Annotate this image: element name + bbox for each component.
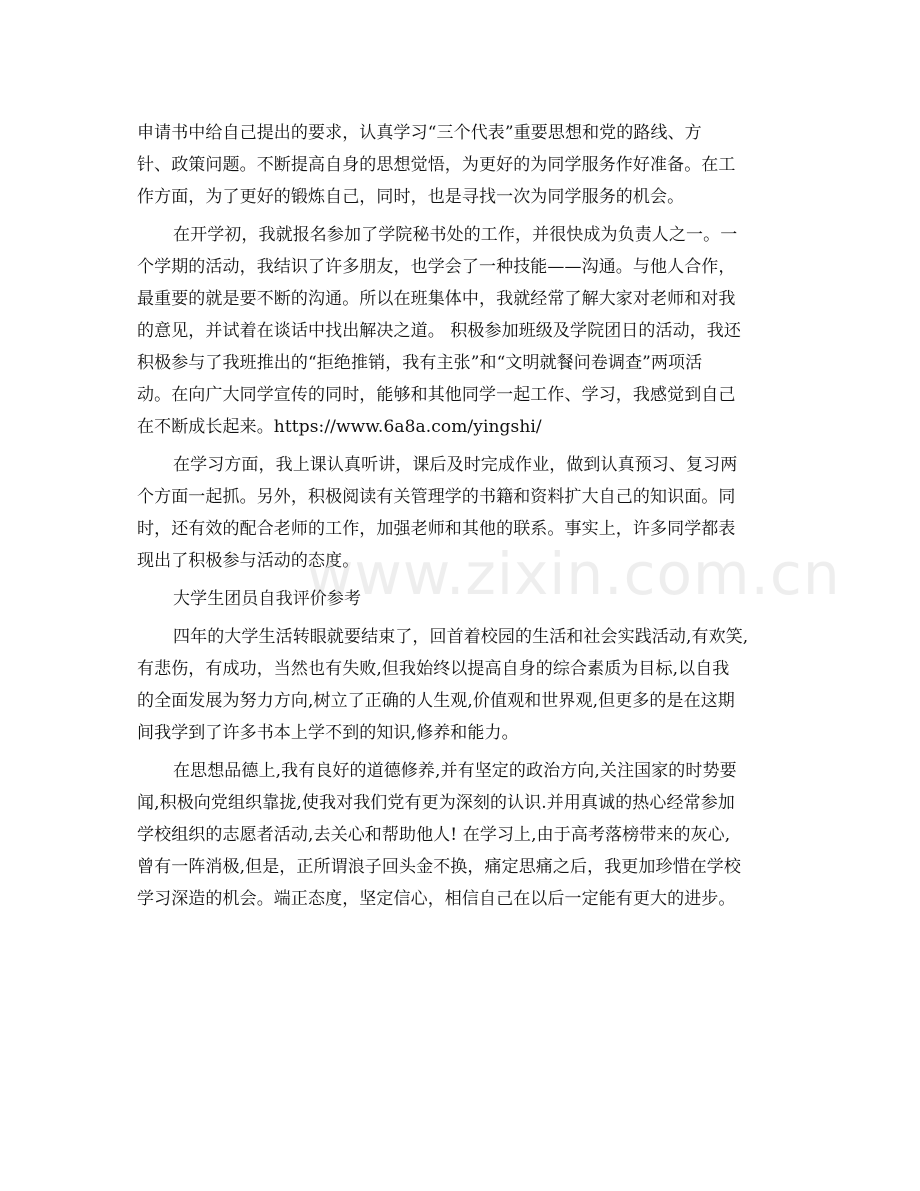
text-line: 个方面一起抓。另外，积极阅读有关管理学的书籍和资料扩大自己的知识面。同 (137, 487, 736, 507)
text-line: 大学生团员自我评价参考 (173, 589, 362, 609)
text-line: 时，还有效的配合老师的工作，加强老师和其他的联系。事实上，许多同学都表 (137, 519, 736, 539)
text-line: 个学期的活动，我结识了许多朋友，也学会了一种技能——沟通。与他人合作， (137, 257, 736, 277)
text-line: 的意见，并试着在谈话中找出解决之道。 积极参加班级及学院团日的活动，我还 (137, 321, 742, 341)
text-line: 闻,积极向党组织靠拢,使我对我们党有更为深刻的认识.并用真诚的热心经常参加 (137, 793, 735, 813)
text-line: 四年的大学生活转眼就要结束了，回首着校园的生活和社会实践活动,有欢笑, (173, 627, 749, 647)
document-body (137, 117, 797, 915)
text-line: 申请书中给自己提出的要求，认真学习“三个代表”重要思想和党的路线、方 (137, 123, 702, 143)
text-line: 动。在向广大同学宣传的同时，能够和其他同学一起工作、学习，我感觉到自己 (137, 385, 736, 405)
text-line: 有悲伤，有成功，当然也有失败,但我始终以提高自身的综合素质为目标,以自我 (137, 659, 730, 679)
text-line: 曾有一阵消极,但是，正所谓浪子回头金不换，痛定思痛之后，我更加珍惜在学校 (137, 857, 742, 877)
text-line: 学校组织的志愿者活动,去关心和帮助他人! 在学习上,由于高考落榜带来的灰心, (137, 825, 731, 845)
text-line: 在不断成长起来。https://www.6a8a.com/yingshi/ (137, 417, 542, 437)
text-line: 针、政策问题。不断提高自身的思想觉悟，为更好的为同学服务作好准备。在工 (137, 155, 736, 175)
text-line: 的全面发展为努力方向,树立了正确的人生观,价值观和世界观,但更多的是在这期 (137, 691, 735, 711)
text-line: 在开学初，我就报名参加了学院秘书处的工作，并很快成为负责人之一。一 (173, 225, 738, 245)
text-line: 积极参与了我班推出的“拒绝推销，我有主张”和“文明就餐问卷调查”两项活 (137, 353, 703, 373)
text-line: 学习深造的机会。端正态度，坚定信心，相信自己在以后一定能有更大的进步。 (137, 889, 736, 909)
text-line: 间我学到了许多书本上学不到的知识,修养和能力。 (137, 723, 519, 743)
text-line: 作方面，为了更好的锻炼自己，同时，也是寻找一次为同学服务的机会。 (137, 187, 685, 207)
watermark-text: www.zixin.com.cn (306, 540, 841, 608)
text-line: 在思想品德上,我有良好的道德修养,并有坚定的政治方向,关注国家的时势要 (173, 761, 737, 781)
text-line: 现出了积极参与活动的态度。 (137, 551, 360, 571)
text-line: 最重要的就是要不断的沟通。所以在班集体中，我就经常了解大家对老师和对我 (137, 289, 736, 309)
text-line: 在学习方面，我上课认真听讲，课后及时完成作业，做到认真预习、复习两 (173, 455, 738, 475)
